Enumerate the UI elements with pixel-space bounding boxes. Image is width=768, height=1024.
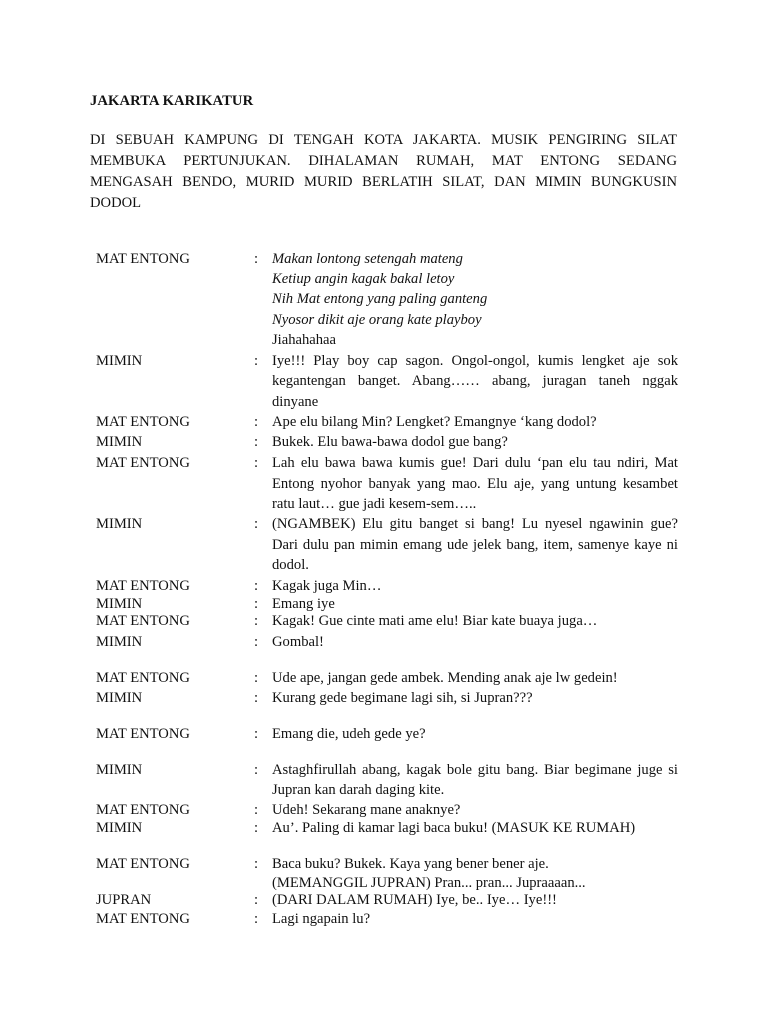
dialogue-line: Bukek. Elu bawa-bawa dodol gue bang? [272, 434, 508, 450]
dialogue-line: Kagak juga Min… [272, 578, 382, 594]
speaker-name: MAT ENTONG [96, 802, 190, 818]
separator-colon: : [254, 613, 259, 629]
dialogue-line: Gombal! [272, 634, 324, 650]
dialogue-line: (MEMANGGIL JUPRAN) Pran... pran... Jupraaaan... [272, 875, 586, 891]
separator-colon: : [254, 856, 259, 872]
separator-colon: : [254, 670, 259, 686]
dialogue-line: Iye!!! Play boy cap sagon. Ongol-ongol, kumis lengket aje sok [272, 353, 678, 369]
dialogue-line: Ketiup angin kagak bakal letoy [272, 271, 455, 287]
separator-colon: : [254, 353, 259, 369]
speaker-name: MAT ENTONG [96, 251, 190, 267]
speaker-name: MIMIN [96, 353, 143, 369]
dialogue-line: Jupran kan darah daging kite. [272, 782, 445, 798]
separator-colon: : [254, 414, 259, 430]
speaker-name: MAT ENTONG [96, 670, 190, 686]
dialogue-line: Nih Mat entong yang paling ganteng [272, 291, 488, 307]
speaker-name: MIMIN [96, 634, 143, 650]
separator-colon: : [254, 726, 259, 742]
dialogue-line: Astaghfirullah abang, kagak bole gitu bang. Biar begimane juge si [272, 762, 678, 778]
separator-colon: : [254, 516, 259, 532]
speaker-name: MIMIN [96, 820, 143, 836]
dialogue-line: Kagak! Gue cinte mati ame elu! Biar kate buaya juga… [272, 613, 598, 629]
script-title: JAKARTA KARIKATUR [90, 93, 254, 109]
separator-colon: : [254, 820, 259, 836]
separator-colon: : [254, 911, 259, 927]
dialogue-line: ratu laut… gue jadi kesem-sem….. [272, 496, 477, 512]
speaker-name: MIMIN [96, 762, 143, 778]
dialogue-line: Udeh! Sekarang mane anaknye? [272, 802, 461, 818]
dialogue-line: Emang iye [272, 596, 335, 612]
speaker-name: MAT ENTONG [96, 911, 190, 927]
dialogue-line: Jiahahahaa [272, 332, 337, 348]
separator-colon: : [254, 251, 259, 267]
dialogue-line: dinyane [272, 394, 319, 410]
speaker-name: MIMIN [96, 690, 143, 706]
speaker-name: JUPRAN [96, 892, 152, 908]
dialogue-line: Ape elu bilang Min? Lengket? Emangnye ‘kang dodol? [272, 414, 597, 430]
dialogue-line: Entong nyohor banyak yang mao. Elu aje, yang untung kesambet [272, 476, 678, 492]
dialogue-line: Emang die, udeh gede ye? [272, 726, 426, 742]
separator-colon: : [254, 578, 259, 594]
separator-colon: : [254, 434, 259, 450]
dialogue-line: Kurang gede begimane lagi sih, si Jupran??? [272, 690, 533, 706]
separator-colon: : [254, 802, 259, 818]
speaker-name: MAT ENTONG [96, 414, 190, 430]
separator-colon: : [254, 634, 259, 650]
separator-colon: : [254, 596, 259, 612]
dialogue-line: Ude ape, jangan gede ambek. Mending anak aje lw gedein! [272, 670, 618, 686]
speaker-name: MAT ENTONG [96, 726, 190, 742]
speaker-name: MAT ENTONG [96, 856, 190, 872]
dialogue-line: (DARI DALAM RUMAH) Iye, be.. Iye… Iye!!! [272, 892, 557, 908]
dialogue-line: kegantengan banget. Abang…… abang, juragan taneh nggak [272, 373, 678, 389]
dialogue-line: (NGAMBEK) Elu gitu banget si bang! Lu nyesel ngawinin gue? [272, 516, 678, 532]
separator-colon: : [254, 455, 259, 471]
dialogue-line: dodol. [272, 557, 309, 573]
dialogue-line: Lagi ngapain lu? [272, 911, 371, 927]
dialogue-line: Baca buku? Bukek. Kaya yang bener bener aje. [272, 856, 549, 872]
stage-direction-intro: DI SEBUAH KAMPUNG DI TENGAH KOTA JAKARTA. MUSIK PENGIRING SILAT MEMBUKA PERTUNJUKAN. DIHALAMAN RUMAH, MAT ENTONG SEDANG MENGASAH BENDO, MURID MURID BERLATIH SILAT, DAN MIMIN BUNGKUSIN DODOL [90, 132, 677, 211]
speaker-name: MIMIN [96, 434, 143, 450]
dialogue-line: Makan lontong setengah mateng [272, 251, 463, 267]
dialogue-line: Dari dulu pan mimin emang ude jelek bang, item, samenye kaye ni [272, 537, 678, 553]
speaker-name: MIMIN [96, 596, 143, 612]
separator-colon: : [254, 762, 259, 778]
dialogue-line: Au’. Paling di kamar lagi baca buku! (MASUK KE RUMAH) [272, 820, 636, 836]
speaker-name: MAT ENTONG [96, 613, 190, 629]
speaker-name: MIMIN [96, 516, 143, 532]
speaker-name: MAT ENTONG [96, 455, 190, 471]
dialogue-line: Lah elu bawa bawa kumis gue! Dari dulu ‘pan elu tau ndiri, Mat [272, 455, 678, 471]
dialogue-line: Nyosor dikit aje orang kate playboy [272, 312, 482, 328]
separator-colon: : [254, 690, 259, 706]
speaker-name: MAT ENTONG [96, 578, 190, 594]
separator-colon: : [254, 892, 259, 908]
